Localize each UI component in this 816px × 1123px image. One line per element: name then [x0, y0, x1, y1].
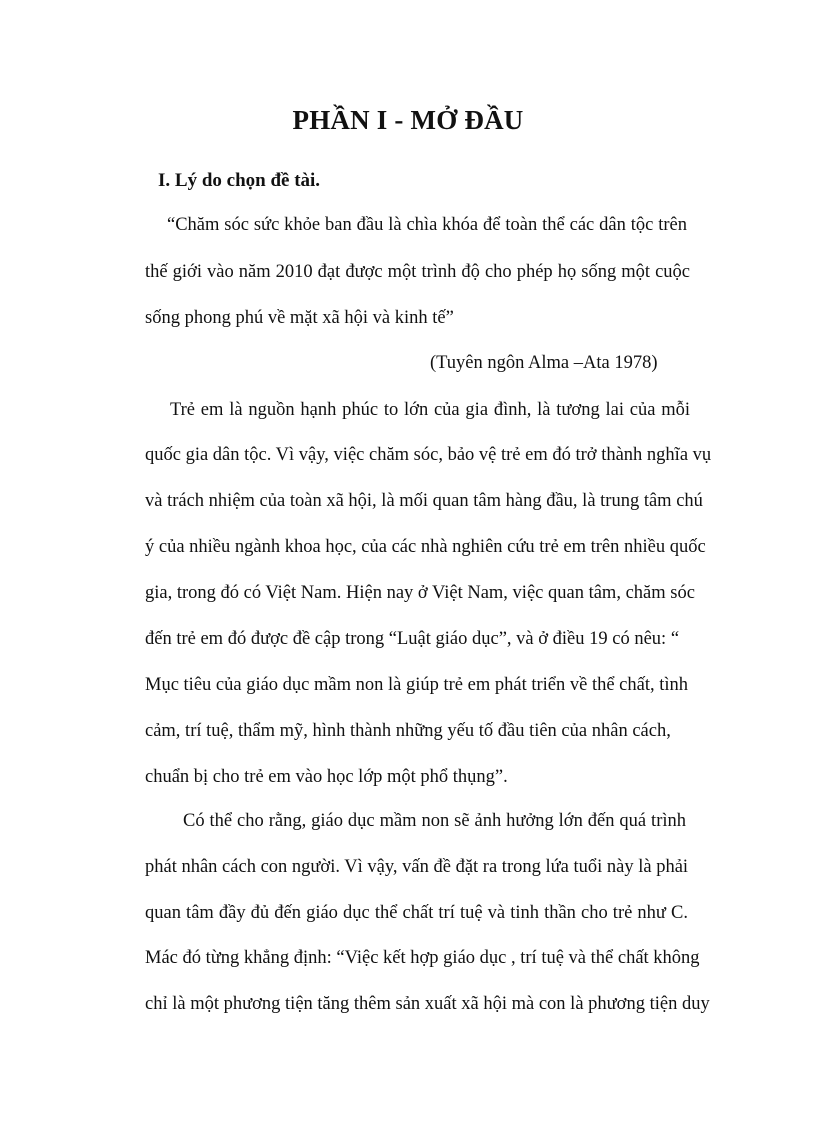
quote-citation: (Tuyên ngôn Alma –Ata 1978)	[430, 353, 658, 373]
paragraph-line: Mác đó từng khẳng định: “Việc kết hợp giáo dục , trí tuệ và thể chất không	[145, 948, 700, 968]
paragraph-line: ý của nhiều ngành khoa học, của các nhà nghiên cứu trẻ em trên nhiều quốc	[145, 537, 706, 557]
paragraph-line: Trẻ em là nguồn hạnh phúc to lớn của gia đình, là tương lai của mỗi	[170, 400, 690, 420]
paragraph-line: cảm, trí tuệ, thẩm mỹ, hình thành những yếu tố đầu tiên của nhân cách,	[145, 721, 671, 741]
paragraph-line: Có thể cho rằng, giáo dục mầm non sẽ ảnh hưởng lớn đến quá trình	[183, 811, 686, 831]
paragraph-line: phát nhân cách con người. Vì vậy, vấn đề đặt ra trong lứa tuổi này là phải	[145, 857, 689, 877]
section-heading: I. Lý do chọn đề tài.	[158, 170, 321, 191]
page-title: PHẦN I - MỞ ĐẦU	[292, 105, 524, 135]
paragraph-line: chỉ là một phương tiện tăng thêm sản xuất xã hội mà con là phương tiện duy	[145, 994, 710, 1014]
quote-line: “Chăm sóc sức khỏe ban đầu là chìa khóa để toàn thể các dân tộc trên	[167, 215, 687, 235]
paragraph-line: đến trẻ em đó được đề cập trong “Luật giáo dục”, và ở điều 19 có nêu: “	[145, 629, 680, 649]
paragraph-line: quốc gia dân tộc. Vì vậy, việc chăm sóc, bảo vệ trẻ em đó trở thành nghĩa vụ	[145, 445, 712, 465]
quote-line: thế giới vào năm 2010 đạt được một trình độ cho phép họ sống một cuộc	[145, 262, 690, 282]
paragraph-line: quan tâm đầy đủ đến giáo dục thể chất trí tuệ và tinh thần cho trẻ như C.	[145, 903, 688, 923]
quote-line: sống phong phú về mặt xã hội và kinh tế”	[145, 308, 454, 328]
paragraph-line: gia, trong đó có Việt Nam. Hiện nay ở Việt Nam, việc quan tâm, chăm sóc	[145, 583, 695, 603]
paragraph-line: Mục tiêu của giáo dục mầm non là giúp trẻ em phát triển về thể chất, tình	[145, 675, 689, 695]
paragraph-line: và trách nhiệm của toàn xã hội, là mối quan tâm hàng đầu, là trung tâm chú	[145, 491, 703, 511]
paragraph-line: chuẩn bị cho trẻ em vào học lớp một phổ thụng”.	[145, 767, 508, 787]
